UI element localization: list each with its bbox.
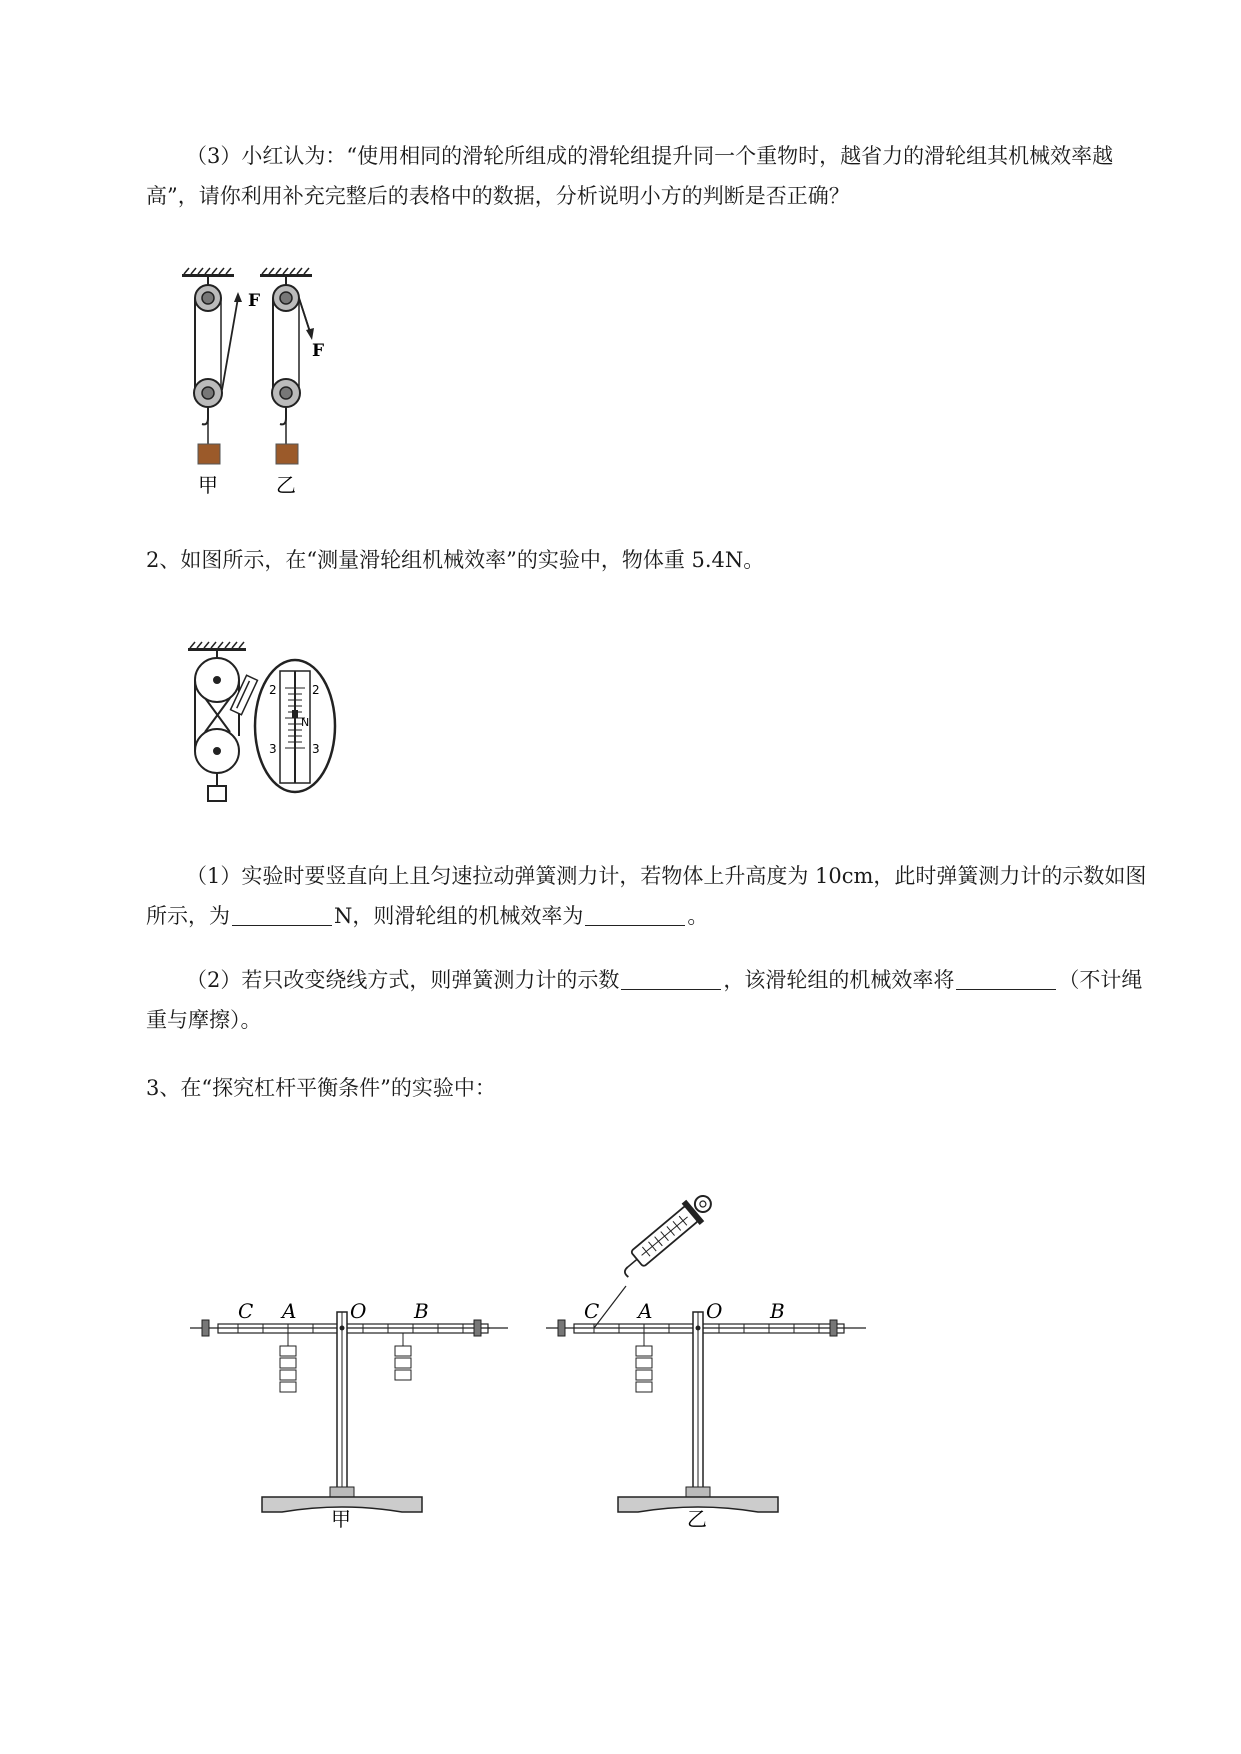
spring-scale xyxy=(614,1188,718,1282)
lever-jia-point-o: O xyxy=(350,1299,367,1323)
scale-mark-2-left: 2 xyxy=(269,683,277,697)
q1-part3-text: （3）小红认为：“使用相同的滑轮所组成的滑轮组提升同一个重物时，越省力的滑轮组其机械效率越高”，请你利用补充完整后的表格中的数据，分析说明小方的判断是否正确？ xyxy=(146,144,1114,208)
q2-part1-a: （1）实验时要竖直向上且匀速拉动弹簧测力计，若物体上升高度为 10cm，此时弹簧测力计的示数如图所示，为 xyxy=(146,864,1147,928)
answer-blank-2[interactable] xyxy=(585,903,685,926)
lever-label-jia: 甲 xyxy=(331,1507,351,1531)
lever-jia xyxy=(190,1312,508,1512)
answer-blank-3[interactable] xyxy=(621,967,721,990)
label-jia: 甲 xyxy=(198,473,218,497)
q2-part2-c: （不计绳重与摩擦）。 xyxy=(146,968,1143,1032)
lever-yi-point-o: O xyxy=(706,1299,723,1323)
q2-part1-c: 。 xyxy=(687,904,709,928)
lever-figure xyxy=(190,1190,870,1530)
spring-scale-small xyxy=(231,675,258,715)
pulley-figure-1 xyxy=(160,240,360,500)
ceiling-2 xyxy=(188,642,246,651)
lever-jia-point-c: C xyxy=(238,1299,254,1323)
q3-stem: 3、在“探究杠杆平衡条件”的实验中： xyxy=(146,1076,496,1100)
q2-part2-a: （2）若只改变绕线方式，则弹簧测力计的示数 xyxy=(186,968,620,992)
q2-part2 xyxy=(146,960,1156,1040)
lever-label-yi: 乙 xyxy=(687,1507,707,1531)
pulley-system-yi xyxy=(272,277,310,464)
lever-jia-point-b: B xyxy=(414,1299,429,1323)
q2-part1 xyxy=(146,856,1156,936)
q2-stem: 2、如图所示，在“测量滑轮组机械效率”的实验中，物体重 5.4N。 xyxy=(146,548,765,572)
label-yi: 乙 xyxy=(276,473,296,497)
scale-mark-3-left: 3 xyxy=(269,742,277,756)
lever-jia-point-a: A xyxy=(282,1299,297,1323)
answer-blank-1[interactable] xyxy=(232,903,332,926)
pulley-system-2 xyxy=(195,651,239,801)
scale-mark-3-right: 3 xyxy=(312,742,320,756)
lever-yi-point-b: B xyxy=(770,1299,785,1323)
ceiling-jia xyxy=(182,268,234,277)
ceiling-yi xyxy=(260,268,312,277)
force-label-yi: F xyxy=(312,341,325,361)
force-arrow-yi xyxy=(299,298,314,340)
pulley-system-jia xyxy=(194,277,238,464)
scale-mark-2-right: 2 xyxy=(312,683,320,697)
force-label-jia: F xyxy=(248,291,261,311)
q2-part2-b: ，该滑轮组的机械效率将 xyxy=(723,968,955,992)
lever-yi-point-a: A xyxy=(638,1299,653,1323)
pulley-figure-2 xyxy=(170,636,350,816)
scale-magnified xyxy=(255,660,335,792)
lever-yi-point-c: C xyxy=(584,1299,600,1323)
answer-blank-4[interactable] xyxy=(956,967,1056,990)
q2-part1-b: N，则滑轮组的机械效率为 xyxy=(334,904,584,928)
scale-unit: N xyxy=(301,716,310,729)
force-arrow-jia xyxy=(234,292,242,302)
